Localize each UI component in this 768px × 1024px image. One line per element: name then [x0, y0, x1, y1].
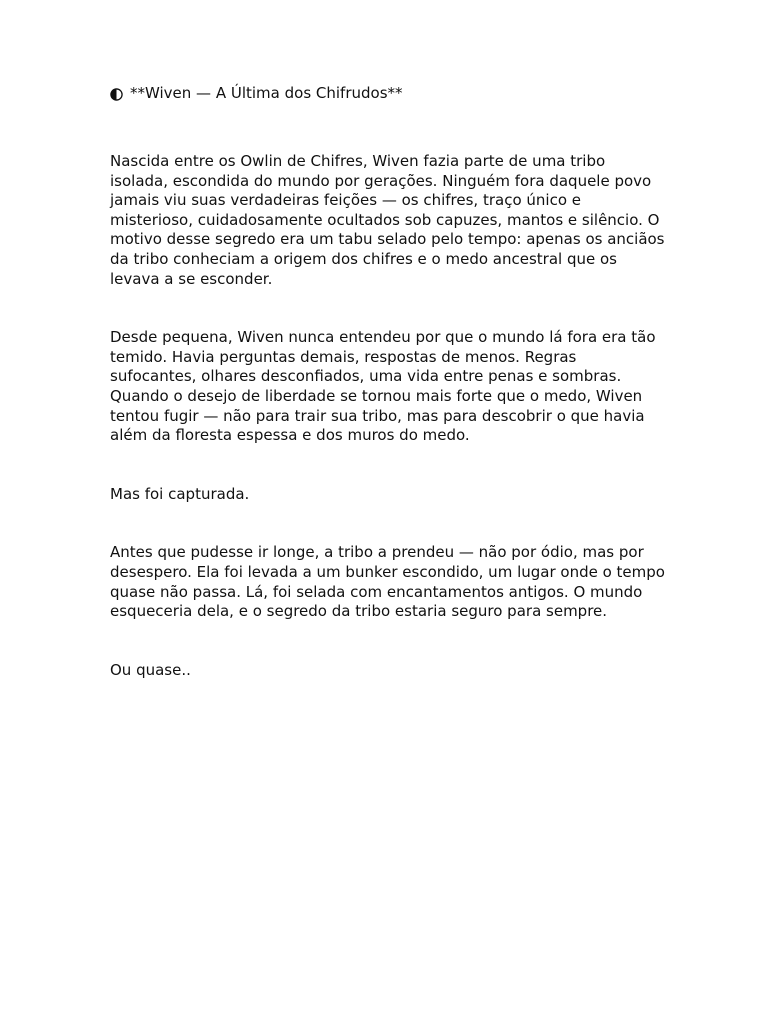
document-title — [110, 84, 666, 104]
paragraph-captured: Mas foi capturada. — [110, 484, 250, 503]
document-title-text: **Wiven — A Última dos Chifrudos** — [130, 84, 403, 103]
paragraph-ending: Ou quase.. — [110, 660, 191, 679]
paragraph-sealed: Antes que pudesse ir longe, a tribo a prendeu — não por ódio, mas por desespero. Ela foi levada a um bunker escondido, um lugar onde o tempo quase não passa. Lá, foi selada com encantamentos antigos. O mundo esqueceria dela, e o segredo da tribo estaria seguro para sempre. — [110, 543, 665, 621]
half-moon-icon — [110, 88, 123, 101]
paragraph-escape: Desde pequena, Wiven nunca entendeu por que o mundo lá fora era tão temido. Havia perguntas demais, respostas de menos. Regras sufocantes, olhares desconfiados, uma vida entre penas e sombras. Quando o desejo de liberdade se tornou mais forte que o medo, Wiven tentou fugir — não para trair sua tribo, mas para descobrir o que havia além da floresta espessa e dos muros do medo. — [110, 328, 656, 445]
document-body — [110, 84, 666, 680]
paragraph-origin: Nascida entre os Owlin de Chifres, Wiven fazia parte de uma tribo isolada, escondida do mundo por gerações. Ninguém fora daquele povo jamais viu suas verdadeiras feições — os chifres, traço único e misterioso, cuidadosamente ocultados sob capuzes, mantos e silêncio. O motivo desse segredo era um tabu selado pelo tempo: apenas os anciãos da tribo conheciam a origem dos chifres e o medo ancestral que os levava a se esconder. — [110, 152, 665, 288]
